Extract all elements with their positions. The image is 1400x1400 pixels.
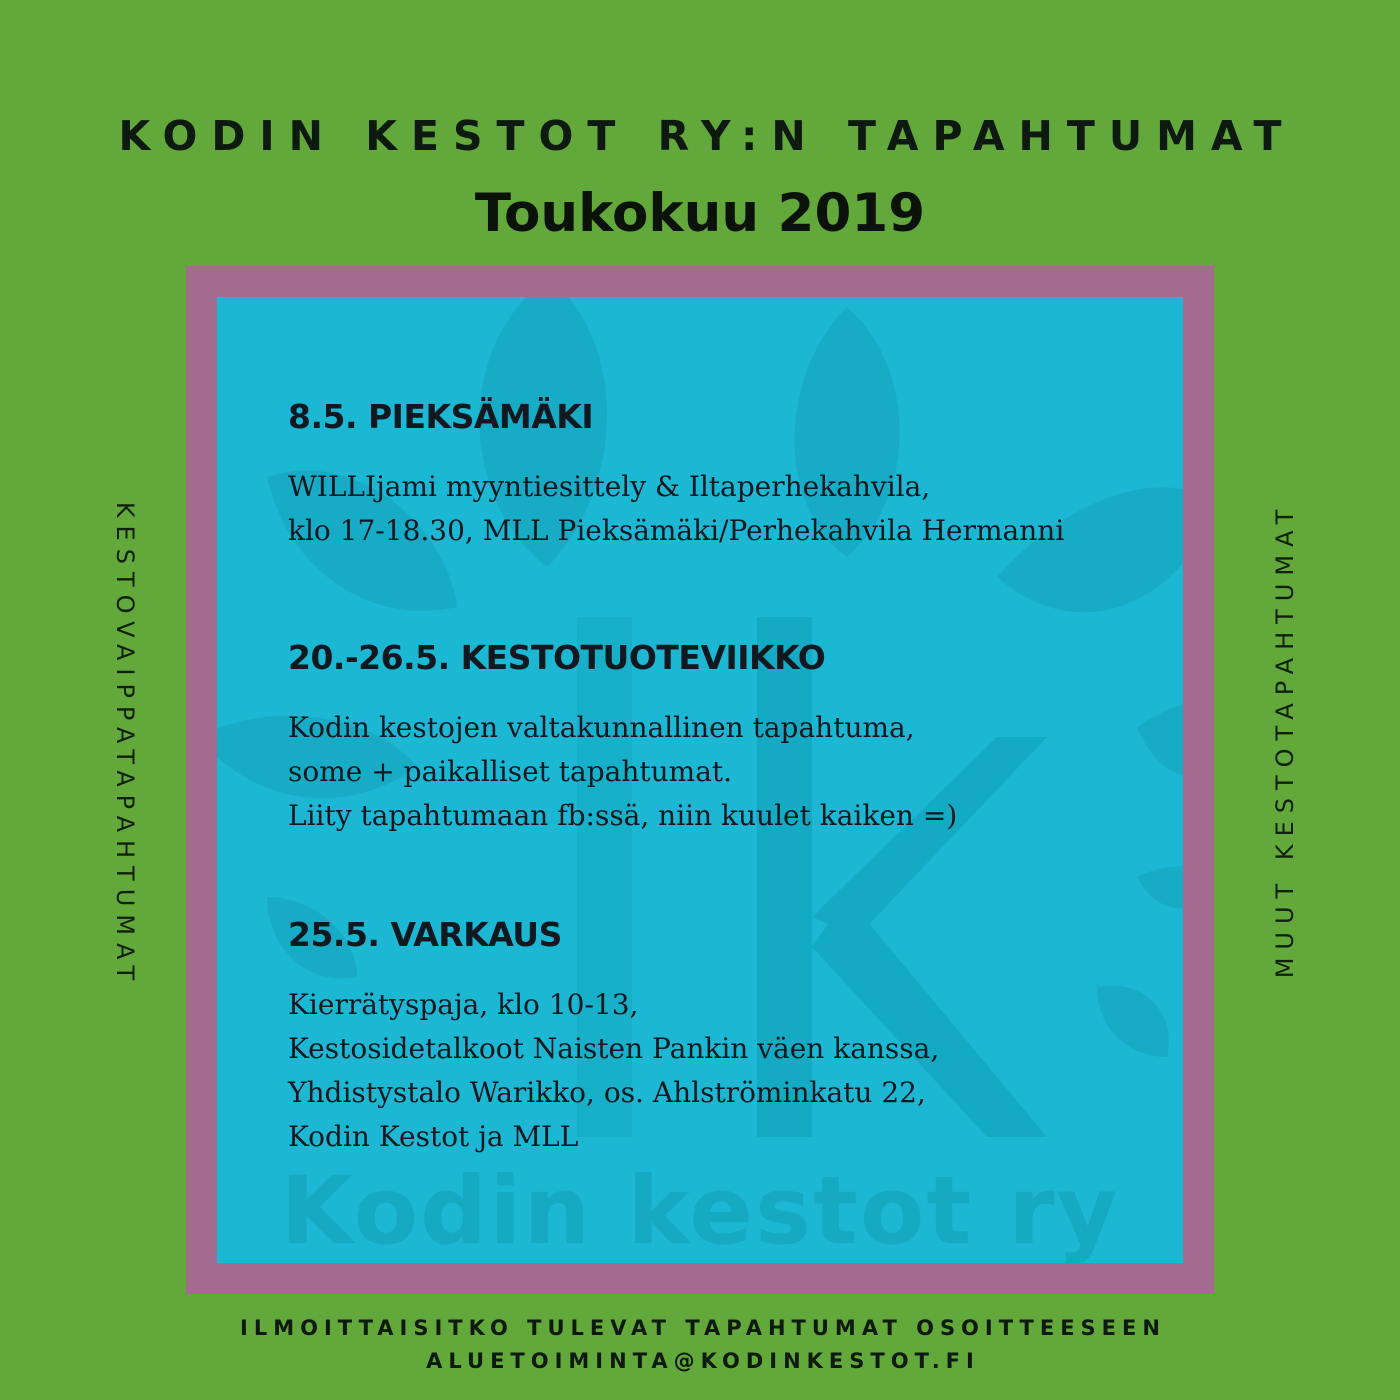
watermark-text: Kodin kestot ry: [280, 1157, 1120, 1263]
event-item: [288, 915, 1168, 1159]
event-item: [288, 397, 1168, 553]
side-label-left: KESTOVAIPPATAPAHTUMAT: [111, 501, 139, 989]
event-line: WILLIjami myyntiesittely & Iltaperhekahvila,: [288, 470, 931, 503]
event-title: 20.-26.5. KESTOTUOTEVIIKKO: [288, 638, 826, 677]
event-line: Kestosidetalkoot Naisten Pankin väen kanssa,: [288, 1032, 940, 1065]
event-line: klo 17-18.30, MLL Pieksämäki/Perhekahvila Hermanni: [288, 514, 1065, 547]
event-line: Kodin Kestot ja MLL: [288, 1120, 579, 1153]
events-panel: [217, 297, 1183, 1263]
event-item: [288, 638, 1168, 838]
event-description: [288, 465, 1168, 553]
side-label-right: MUUT KESTOTAPAHTUMAT: [1271, 501, 1299, 979]
event-description: [288, 706, 1168, 838]
event-title: 8.5. PIEKSÄMÄKI: [288, 397, 594, 436]
event-line: Yhdistystalo Warikko, os. Ahlströminkatu 22,: [288, 1076, 926, 1109]
footer-email: ALUETOIMINTA@KODINKESTOT.FI: [426, 1349, 980, 1373]
poster-subtitle: Toukokuu 2019: [474, 183, 926, 244]
poster-title: KODIN KESTOT RY:N TAPAHTUMAT: [118, 112, 1296, 160]
event-line: Kodin kestojen valtakunnallinen tapahtuma,: [288, 711, 915, 744]
event-line: some + paikalliset tapahtumat.: [288, 755, 733, 788]
leaf-shape: [1137, 866, 1183, 908]
event-title: 25.5. VARKAUS: [288, 915, 562, 954]
event-description: [288, 983, 1168, 1159]
event-line: Kierrätyspaja, klo 10-13,: [288, 988, 639, 1021]
footer-instruction: ILMOITTAISITKO TULEVAT TAPAHTUMAT OSOITTEESEEN: [240, 1316, 1166, 1340]
event-line: Liity tapahtumaan fb:ssä, niin kuulet kaiken =): [288, 799, 958, 832]
